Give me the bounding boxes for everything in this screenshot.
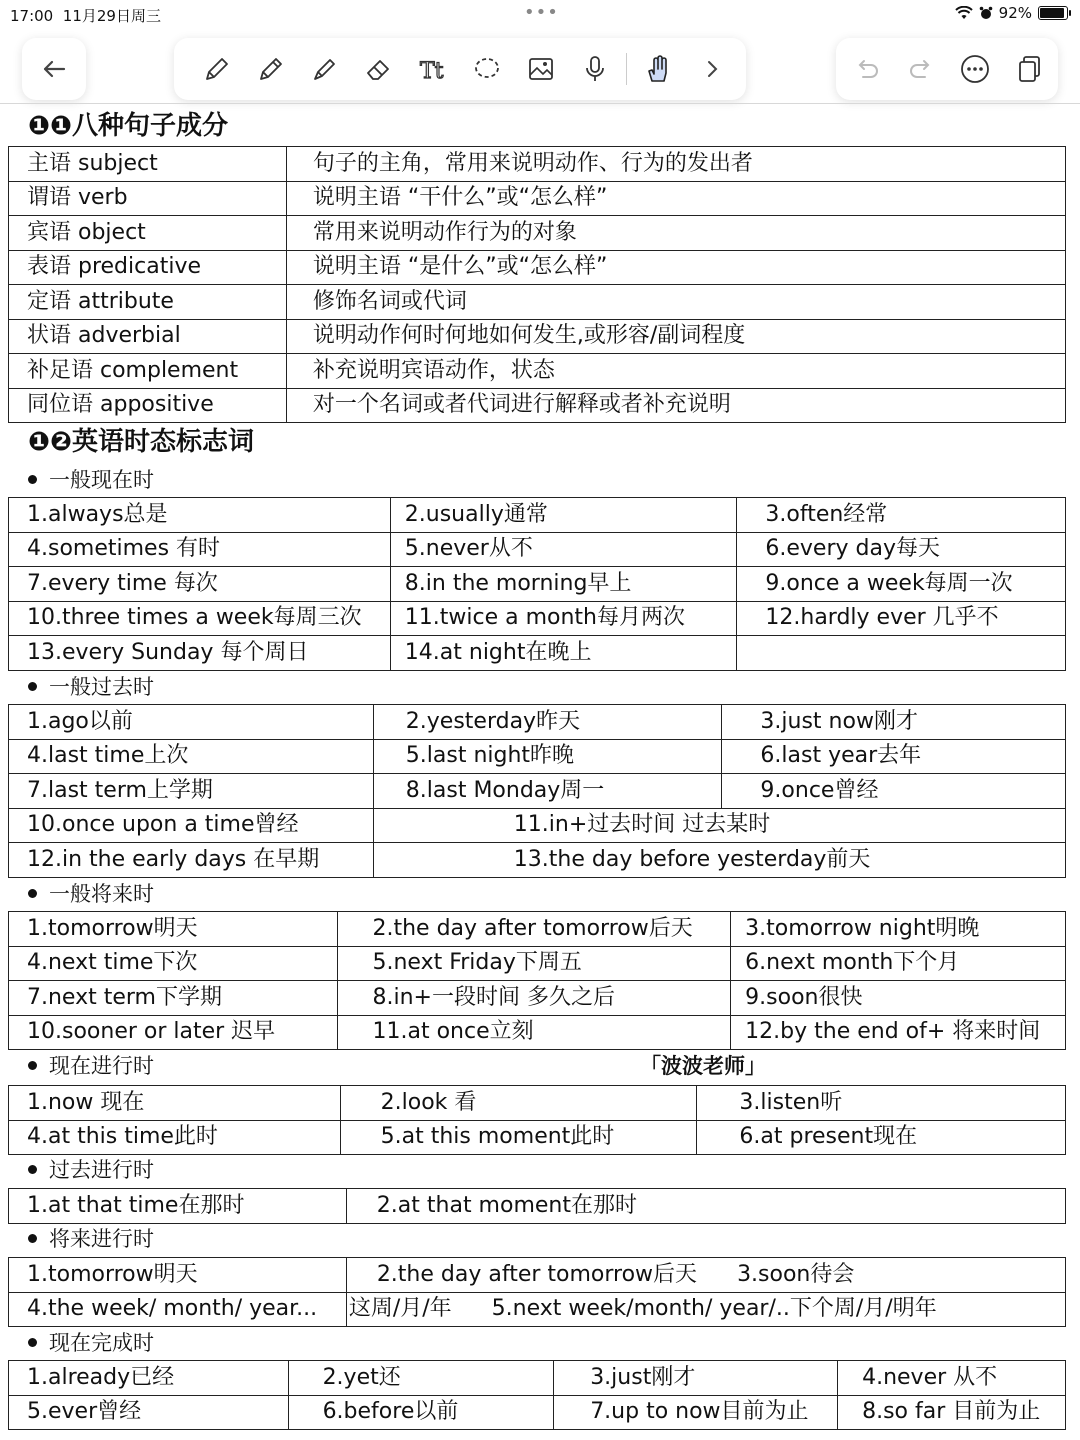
label-future-simple: 一般将来时 xyxy=(28,878,154,910)
table-row xyxy=(9,1258,1066,1293)
table-cell: 13.the day before yesterday前天 xyxy=(373,843,1065,878)
table-row xyxy=(9,1361,1066,1396)
table-cell: 10.three times a week每周三次 xyxy=(9,601,391,636)
text-tool-icon[interactable] xyxy=(406,42,460,96)
table-cell xyxy=(737,636,1066,671)
toolbar-divider xyxy=(626,53,627,85)
pages-icon[interactable] xyxy=(1002,42,1056,96)
alarm-icon xyxy=(979,6,993,20)
table-cell: 4.the week/ month/ year... xyxy=(9,1292,347,1327)
highlighter-icon[interactable] xyxy=(298,42,352,96)
table-cell: 9.once曾经 xyxy=(722,774,1066,809)
table-cell: 修饰名词或代词 xyxy=(286,285,1065,320)
table-cell: 2.look 看 xyxy=(340,1086,697,1121)
table-cell: 12.by the end of+ 将来时间 xyxy=(731,1015,1066,1050)
table-cell: 3.listen听 xyxy=(697,1086,1066,1121)
table-cell: 1.tomorrow明天 xyxy=(9,1258,347,1293)
table-cell: 2.at that moment在那时 xyxy=(346,1189,1065,1224)
table-row xyxy=(9,250,1066,285)
table-cell: 句子的主角，常用来说明动作、行为的发出者 xyxy=(286,147,1065,182)
table-cell: 7.up to now目前为止 xyxy=(554,1395,838,1430)
table-cell: 补充说明宾语动作，状态 xyxy=(286,354,1065,389)
table-cell: 谓语 verb xyxy=(9,181,287,216)
cell-text: 2.the day after tomorrow后天 xyxy=(376,1261,698,1287)
table-cell: 4.at this time此时 xyxy=(9,1120,341,1155)
table-row xyxy=(9,636,1066,671)
table-row xyxy=(9,946,1066,981)
table-cell: 4.next time下次 xyxy=(9,946,338,981)
table-row xyxy=(9,1395,1066,1430)
toolbar-divider-line xyxy=(0,103,1080,104)
lasso-icon[interactable] xyxy=(460,42,514,96)
svg-text:Tt: Tt xyxy=(420,59,444,84)
pen-icon[interactable] xyxy=(244,42,298,96)
table-cell: 说明主语 “是什么”或“怎么样” xyxy=(286,250,1065,285)
table-cell: 7.next term下学期 xyxy=(9,981,338,1016)
table-cell: 补足语 complement xyxy=(9,354,287,389)
table-cell: 10.sooner or later 迟早 xyxy=(9,1015,338,1050)
bullet-dot xyxy=(28,475,37,484)
bullet-dot xyxy=(28,889,37,898)
tools-group xyxy=(174,38,746,100)
table-row xyxy=(9,498,1066,533)
future-continuous-table xyxy=(8,1257,1066,1327)
table-cell: 9.once a week每周一次 xyxy=(737,567,1066,602)
table-cell: 12.in the early days 在早期 xyxy=(9,843,374,878)
table-cell: 14.at night在晚上 xyxy=(390,636,737,671)
teacher-watermark: 「波波老师」 xyxy=(640,1054,766,1078)
present-continuous-table xyxy=(8,1085,1066,1155)
more-icon[interactable] xyxy=(948,42,1002,96)
section-title-sentence-parts: ❶❶八种句子成分 xyxy=(28,111,229,141)
table-cell: 状语 adverbial xyxy=(9,319,287,354)
table-cell: 7.last term上学期 xyxy=(9,774,374,809)
status-time: 17:00 11月29日周三 xyxy=(10,7,161,25)
table-cell: 8.last Monday周一 xyxy=(373,774,722,809)
present-simple-table xyxy=(8,497,1066,671)
table-row xyxy=(9,774,1066,809)
table-cell: 1.ago以前 xyxy=(9,705,374,740)
table-row xyxy=(9,1086,1066,1121)
table-row xyxy=(9,739,1066,774)
table-cell: 宾语 object xyxy=(9,216,287,251)
table-cell: 2.yesterday昨天 xyxy=(373,705,722,740)
table-cell: 6.before以前 xyxy=(288,1395,554,1430)
table-cell: 同位语 appositive xyxy=(9,388,287,423)
table-cell: 2.yet还 xyxy=(288,1361,554,1396)
cell-text: 3.soon待会 xyxy=(737,1261,855,1287)
label-future-continuous: 将来进行时 xyxy=(28,1223,154,1255)
table-cell: 1.at that time在那时 xyxy=(9,1189,347,1224)
bullet-dot xyxy=(28,1338,37,1347)
chevron-right-icon[interactable] xyxy=(685,42,739,96)
past-continuous-table xyxy=(8,1188,1066,1224)
table-cell: 8.in the morning早上 xyxy=(390,567,737,602)
present-perfect-table xyxy=(8,1360,1066,1430)
table-cell: 常用来说明动作行为的对象 xyxy=(286,216,1065,251)
table-row xyxy=(9,843,1066,878)
table-cell: 1.already已经 xyxy=(9,1361,289,1396)
table-cell: 6.next month下个月 xyxy=(731,946,1066,981)
table-row xyxy=(9,354,1066,389)
section-title-tense-markers: ❶❷英语时态标志词 xyxy=(28,427,255,457)
table-cell: 表语 predicative xyxy=(9,250,287,285)
table-cell: 11.at once立刻 xyxy=(338,1015,731,1050)
table-cell: 4.last time上次 xyxy=(9,739,374,774)
back-arrow-icon[interactable] xyxy=(27,42,81,96)
cell-text: 这周/月/年 xyxy=(348,1296,452,1322)
table-row xyxy=(9,567,1066,602)
table-cell: 说明动作何时何地如何发生,或形容/副词程度 xyxy=(286,319,1065,354)
label-present-perfect: 现在完成时 xyxy=(28,1327,154,1359)
table-cell: 4.never 从不 xyxy=(838,1361,1066,1396)
table-cell: 主语 subject xyxy=(9,147,287,182)
undo-icon[interactable] xyxy=(840,42,894,96)
table-cell: 6.last year去年 xyxy=(722,739,1066,774)
label-present-continuous: 现在进行时 xyxy=(28,1050,154,1082)
pencil-icon[interactable] xyxy=(190,42,244,96)
microphone-icon[interactable] xyxy=(568,42,622,96)
past-simple-table xyxy=(8,704,1066,878)
table-cell: 3.often经常 xyxy=(737,498,1066,533)
label-past-continuous: 过去进行时 xyxy=(28,1154,154,1186)
table-cell: 13.every Sunday 每个周日 xyxy=(9,636,391,671)
table-cell: 5.next Friday下周五 xyxy=(338,946,731,981)
cell-text: 5.next week/month/ year/..下个周/月/明年 xyxy=(491,1296,937,1322)
table-row xyxy=(9,705,1066,740)
table-cell: 6.at present现在 xyxy=(697,1120,1066,1155)
table-row xyxy=(9,147,1066,182)
status-bar xyxy=(0,0,1080,28)
right-tools-group xyxy=(836,38,1058,100)
table-cell: 5.ever曾经 xyxy=(9,1395,289,1430)
table-row xyxy=(9,1292,1066,1327)
table-row xyxy=(9,912,1066,947)
table-cell: 定语 attribute xyxy=(9,285,287,320)
table-cell: 1.now 现在 xyxy=(9,1086,341,1121)
back-group xyxy=(22,38,86,100)
table-cell: 11.twice a month每月两次 xyxy=(390,601,737,636)
table-cell xyxy=(346,1258,1065,1293)
table-row xyxy=(9,1120,1066,1155)
redo-icon[interactable] xyxy=(894,42,948,96)
table-cell: 3.tomorrow night明晚 xyxy=(731,912,1066,947)
table-cell: 2.the day after tomorrow后天 xyxy=(338,912,731,947)
table-cell: 5.last night昨晚 xyxy=(373,739,722,774)
battery-icon xyxy=(1038,6,1068,20)
battery-percent: 92% xyxy=(998,4,1032,22)
table-cell: 8.so far 目前为止 xyxy=(838,1395,1066,1430)
table-row xyxy=(9,285,1066,320)
table-cell: 11.in+过去时间 过去某时 xyxy=(373,808,1065,843)
table-cell: 10.once upon a time曾经 xyxy=(9,808,374,843)
label-past-simple: 一般过去时 xyxy=(28,671,154,703)
table-cell: 6.every day每天 xyxy=(737,532,1066,567)
toolbar xyxy=(0,28,1080,104)
table-row xyxy=(9,601,1066,636)
table-cell: 3.just刚才 xyxy=(554,1361,838,1396)
hand-icon[interactable] xyxy=(631,42,685,96)
table-cell: 7.every time 每次 xyxy=(9,567,391,602)
multitask-dots-icon[interactable]: ••• xyxy=(524,2,559,23)
label-present-simple: 一般现在时 xyxy=(28,464,154,496)
table-row xyxy=(9,981,1066,1016)
table-cell: 1.tomorrow明天 xyxy=(9,912,338,947)
table-row xyxy=(9,181,1066,216)
table-cell xyxy=(346,1292,1065,1327)
image-icon[interactable] xyxy=(514,42,568,96)
status-right xyxy=(955,4,1068,22)
table-cell: 3.just now刚才 xyxy=(722,705,1066,740)
table-cell: 8.in+一段时间 多久之后 xyxy=(338,981,731,1016)
bullet-dot xyxy=(28,1061,37,1070)
wifi-icon xyxy=(955,6,973,20)
table-row xyxy=(9,1189,1066,1224)
table-cell: 说明主语 “干什么”或“怎么样” xyxy=(286,181,1065,216)
table-cell: 12.hardly ever 几乎不 xyxy=(737,601,1066,636)
table-cell: 9.soon很快 xyxy=(731,981,1066,1016)
table-cell: 5.at this moment此时 xyxy=(340,1120,697,1155)
table-row xyxy=(9,532,1066,567)
bullet-dot xyxy=(28,1234,37,1243)
bullet-dot xyxy=(28,682,37,691)
table-row xyxy=(9,388,1066,423)
table-row xyxy=(9,808,1066,843)
future-simple-table xyxy=(8,911,1066,1050)
table-cell: 2.usually通常 xyxy=(390,498,737,533)
table-row xyxy=(9,319,1066,354)
table-row xyxy=(9,216,1066,251)
table-cell: 对一个名词或者代词进行解释或者补充说明 xyxy=(286,388,1065,423)
bullet-dot xyxy=(28,1165,37,1174)
table-row xyxy=(9,1015,1066,1050)
eraser-icon[interactable] xyxy=(352,42,406,96)
table-cell: 5.never从不 xyxy=(390,532,737,567)
table-cell: 4.sometimes 有时 xyxy=(9,532,391,567)
sentence-parts-table xyxy=(8,146,1066,423)
table-cell: 1.always总是 xyxy=(9,498,391,533)
